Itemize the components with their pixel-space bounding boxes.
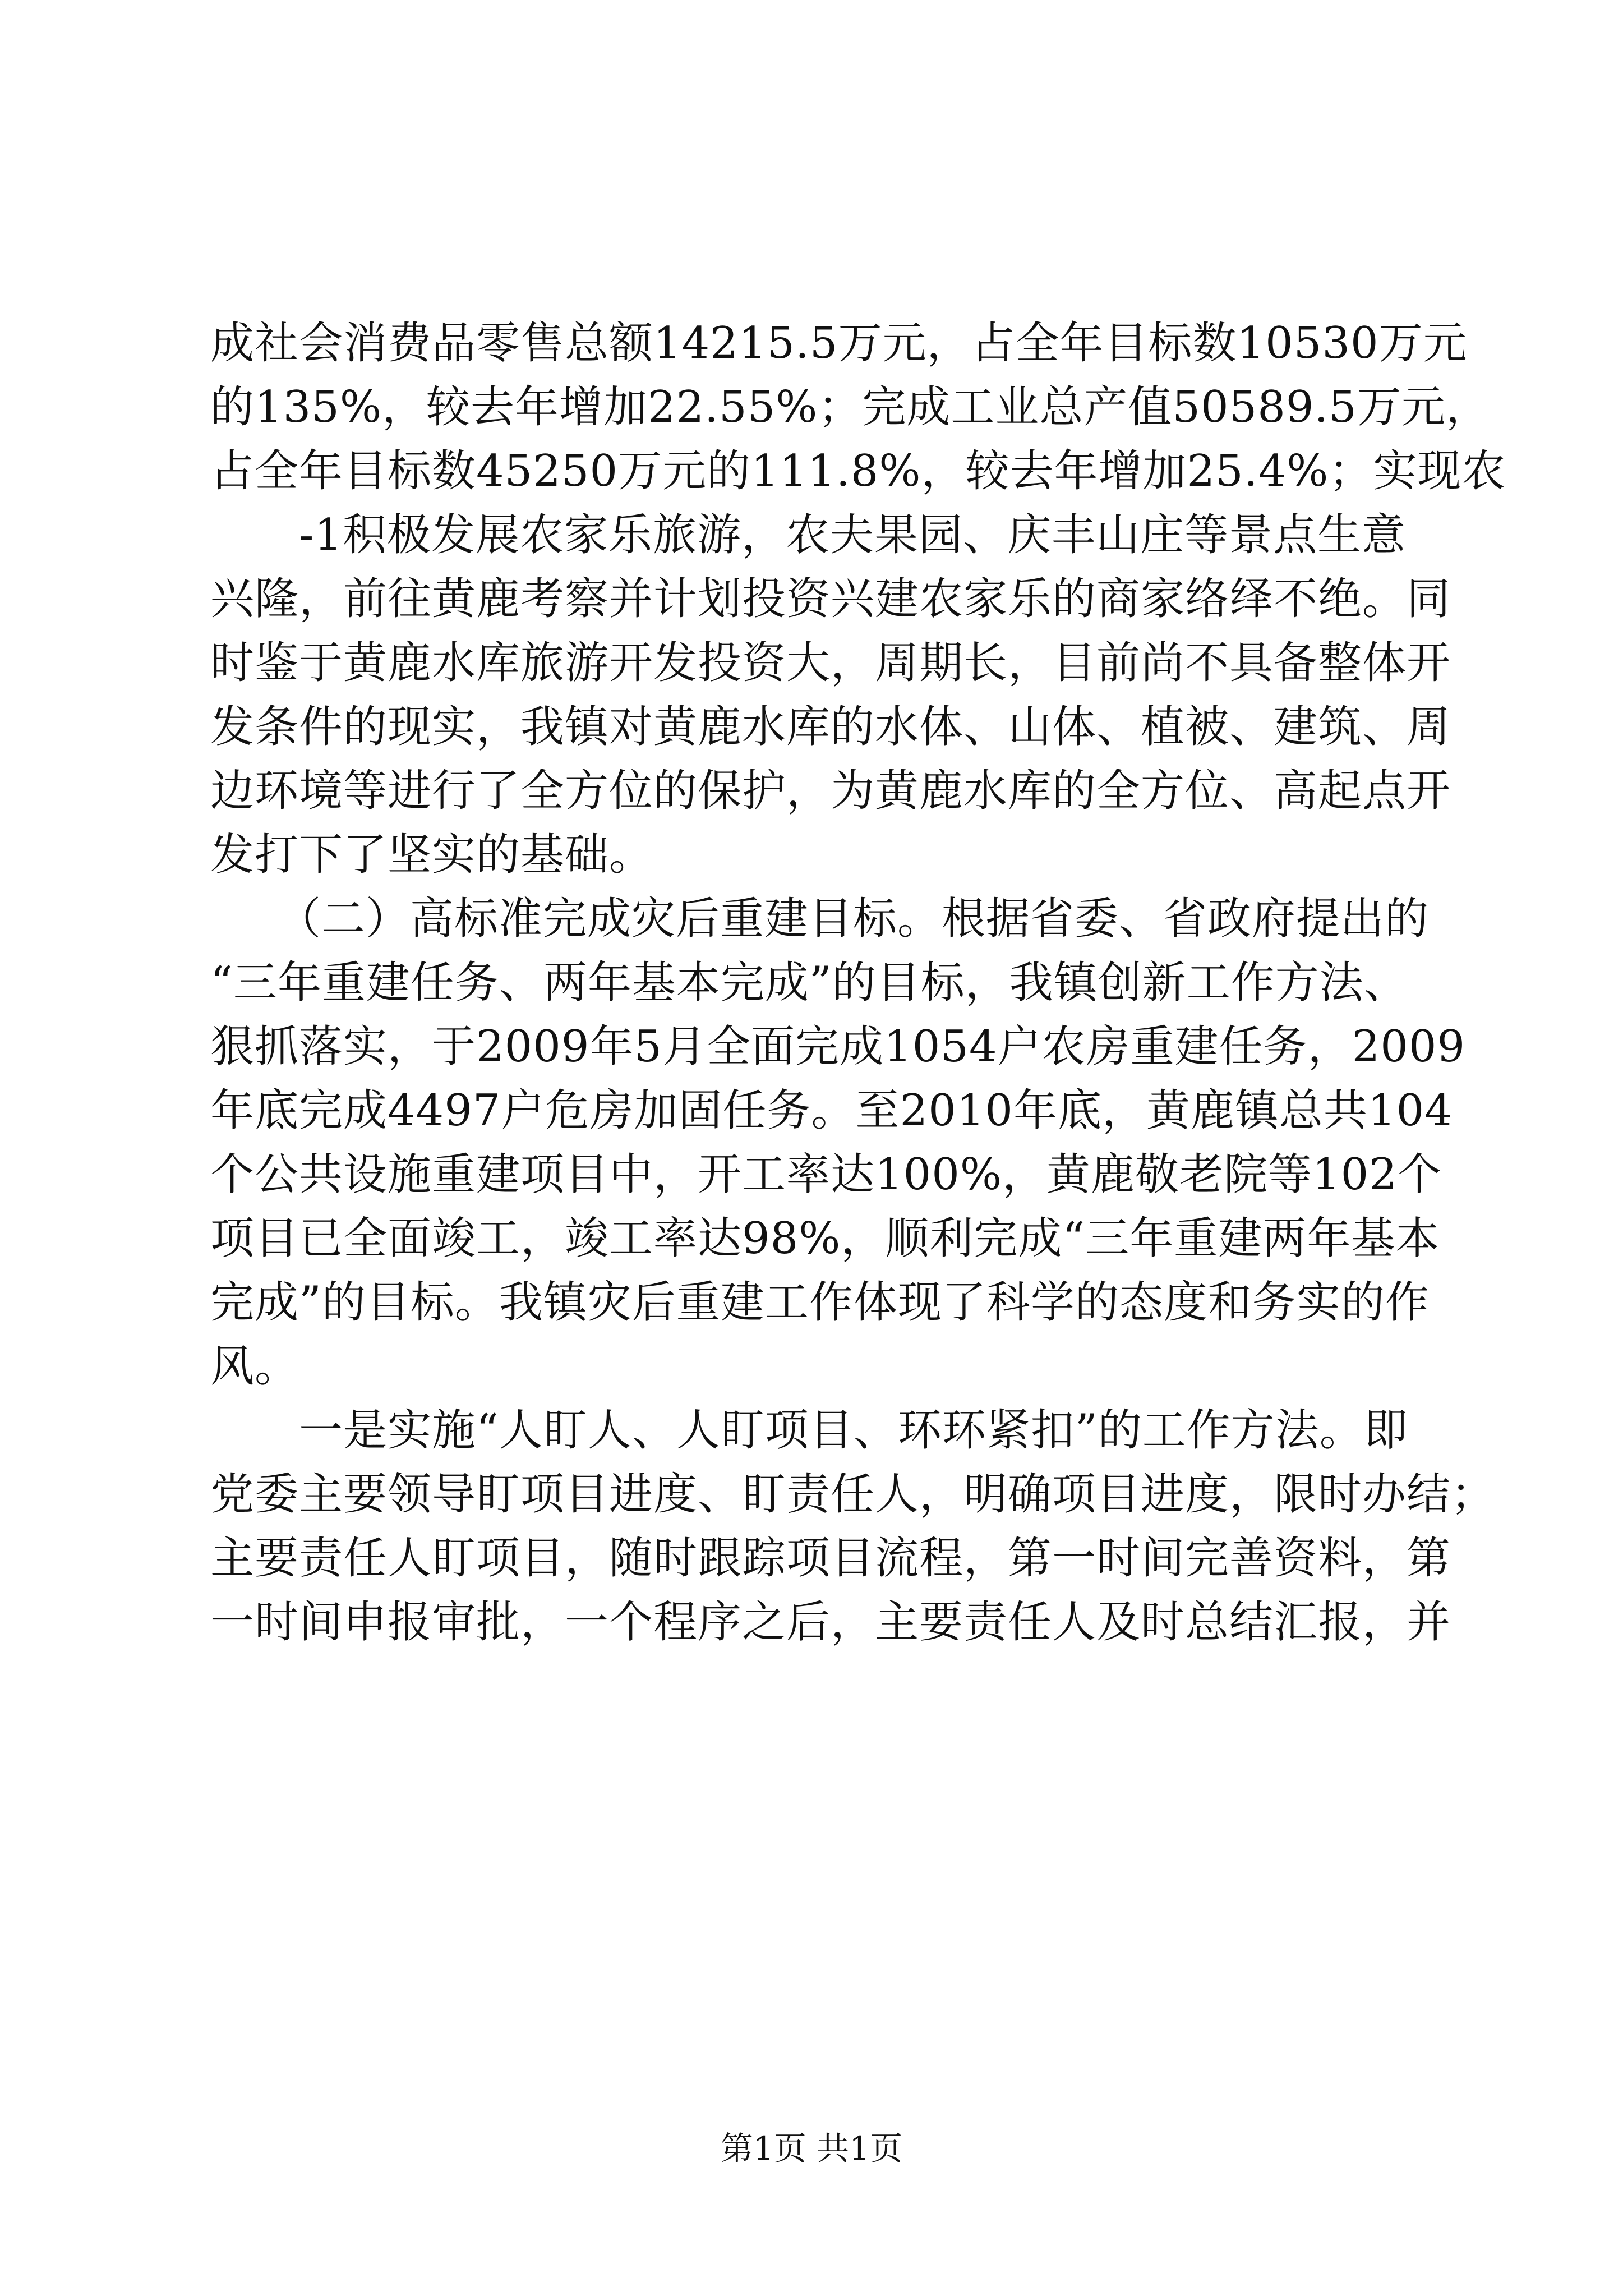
- text-line: 年底完成4497户危房加固任务。至2010年底，黄鹿镇总共104: [210, 1085, 1453, 1136]
- text-line: 党委主要领导盯项目进度、盯责任人，明确项目进度，限时办结；: [210, 1469, 1496, 1520]
- text-line: 项目已全面竣工，竣工率达98%，顺利完成“三年重建两年基本: [210, 1213, 1440, 1264]
- text-line: 主要责任人盯项目，随时跟踪项目流程，第一时间完善资料，第: [210, 1533, 1451, 1584]
- page-footer: 第1页 共1页: [720, 2129, 903, 2168]
- text-line: 个公共设施重建项目中，开工率达100%，黄鹿敬老院等102个: [210, 1149, 1442, 1200]
- text-line: 占全年目标数45250万元的111.8%，较去年增加25.4%；实现农: [210, 446, 1506, 496]
- text-line: （二）高标准完成灾后重建目标。根据省委、省政府提出的: [210, 894, 1430, 944]
- text-line: 狠抓落实，于2009年5月全面完成1054户农房重建任务，2009: [210, 1022, 1466, 1072]
- text-line: 发条件的现实，我镇对黄鹿水库的水体、山体、植被、建筑、周: [210, 702, 1451, 752]
- text-line: 一是实施“人盯人、人盯项目、环环紧扣”的工作方法。即: [210, 1405, 1408, 1456]
- text-line: 成社会消费品零售总额14215.5万元，占全年目标数10530万元: [210, 318, 1468, 369]
- text-line: 兴隆，前往黄鹿考察并计划投资兴建农家乐的商家络绎不绝。同: [210, 574, 1451, 624]
- text-line: “三年重建任务、两年基本完成”的目标，我镇创新工作方法、: [210, 958, 1408, 1008]
- text-line: 一时间申报审批，一个程序之后，主要责任人及时总结汇报，并: [210, 1597, 1451, 1648]
- text-line: 边环境等进行了全方位的保护，为黄鹿水库的全方位、高起点开: [210, 766, 1451, 816]
- text-line: 的135%，较去年增加22.55%；完成工业总产值50589.5万元，: [210, 382, 1490, 432]
- text-line: 风。: [210, 1341, 299, 1392]
- text-line: 时鉴于黄鹿水库旅游开发投资大，周期长，目前尚不具备整体开: [210, 638, 1451, 688]
- text-line: 发打下了坚实的基础。: [210, 830, 654, 880]
- text-line: -1积极发展农家乐旅游，农夫果园、庆丰山庄等景点生意: [210, 510, 1406, 560]
- text-line: 完成”的目标。我镇灾后重建工作体现了科学的态度和务实的作: [210, 1277, 1430, 1328]
